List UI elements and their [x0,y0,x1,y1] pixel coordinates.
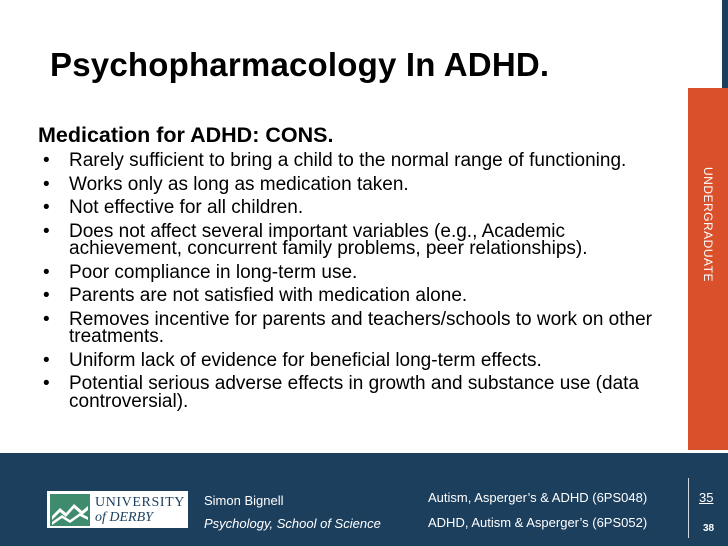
bullet-item: • Not effective for all children. [43,197,304,218]
footer-course-2: ADHD, Autism & Asperger’s (6PS052) [428,515,648,530]
slide-title: Psychopharmacology In ADHD. [50,46,550,83]
slide-number: 38 [703,523,715,534]
university-logo-icon [50,494,90,526]
bullet-item: • Rarely sufficient to bring a child to the normal range of functioning. [43,150,627,171]
logo-text-university: UNIVERSITY [95,494,185,510]
page-number: 35 [699,490,714,505]
bullet-icon: • [43,261,50,283]
bullet-icon: • [43,373,50,394]
bullet-icon: • [43,197,50,218]
bullet-item: • Removes incentive for parents and teachers/schools to work on other treatments. [43,308,652,347]
bullet-item: • Does not affect several important variables (e.g., Academic achievement, concurrent family problems, peer relationships). [43,220,588,259]
bullet-item: • Potential serious adverse effects in growth and substance use (data controversial). [43,373,639,412]
bullet-item: • Works only as long as medication taken. [43,173,409,195]
bullet-list [40,152,680,416]
university-logo [47,491,188,528]
footer-course-1: Autism, Asperger’s & ADHD (6PS048) [428,490,648,505]
side-label: UNDERGRADUATE [701,166,715,282]
bullet-icon: • [43,349,50,371]
logo-text-derby: of DERBY [95,509,153,525]
footer-department: Psychology, School of Science [204,516,381,531]
bullet-item: • Parents are not satisfied with medication alone. [43,285,468,306]
bullet-item: • Poor compliance in long-term use. [43,261,358,283]
bullet-item: • Uniform lack of evidence for beneficial long-term effects. [43,349,542,371]
bullet-icon: • [43,220,50,242]
bullet-icon: • [43,173,50,195]
slide-subtitle: Medication for ADHD: CONS. [38,123,334,147]
bullet-icon: • [43,150,50,171]
footer-divider [688,478,689,538]
bullet-icon: • [43,285,50,306]
bullet-icon: • [43,308,50,330]
footer-author: Simon Bignell [204,493,284,508]
corner-accent [722,0,728,88]
